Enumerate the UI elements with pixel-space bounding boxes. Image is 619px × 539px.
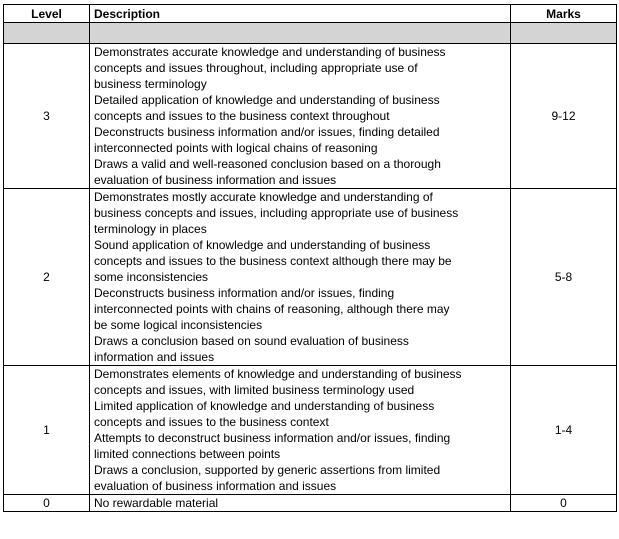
marks-value: 0 (511, 495, 617, 512)
description-line: terminology in places (94, 222, 207, 236)
description-cell (90, 44, 511, 189)
description-line: Draws a conclusion based on sound evaluation of business (94, 334, 409, 348)
description-line: Demonstrates elements of knowledge and understanding of business (94, 367, 462, 381)
level-row-0 (4, 495, 617, 512)
shaded-cell (4, 23, 90, 44)
level-header: Level (4, 5, 90, 23)
header-row (4, 5, 617, 23)
description-line: information and issues (94, 350, 215, 364)
description-line: Deconstructs business information and/or issues, finding detailed (94, 125, 440, 139)
description-line: concepts and issues to the business context throughout (94, 109, 390, 123)
description-line: interconnected points with chains of reasoning, although there may (94, 302, 450, 316)
description-line: Demonstrates mostly accurate knowledge and understanding of (94, 190, 433, 204)
level-value: 1 (4, 366, 90, 495)
level-row-2 (4, 189, 617, 366)
shaded-spacer-row (4, 23, 617, 44)
mark-scheme-table (3, 4, 617, 512)
description-line: interconnected points with logical chains of reasoning (94, 141, 378, 155)
description-line: limited connections between points (94, 447, 281, 461)
description-line: be some logical inconsistencies (94, 318, 263, 332)
description-line: Sound application of knowledge and understanding of business (94, 238, 431, 252)
description-line: Limited application of knowledge and understanding of business (94, 399, 435, 413)
description-line: evaluation of business information and issues (94, 479, 337, 493)
description-line: No rewardable material (94, 496, 219, 510)
level-row-3 (4, 44, 617, 189)
description-line: business concepts and issues, including appropriate use of business (94, 206, 459, 220)
description-line: evaluation of business information and issues (94, 173, 337, 187)
description-line: business terminology (94, 77, 207, 91)
marks-value: 9-12 (511, 44, 617, 189)
marks-header: Marks (511, 5, 617, 23)
description-line: concepts and issues to the business context (94, 415, 329, 429)
description-line: some inconsistencies (94, 270, 209, 284)
level-value: 2 (4, 189, 90, 366)
description-cell (90, 366, 511, 495)
description-line: Draws a valid and well-reasoned conclusion based on a thorough (94, 157, 441, 171)
level-value: 0 (4, 495, 90, 512)
shaded-cell (511, 23, 617, 44)
level-row-1 (4, 366, 617, 495)
description-header: Description (90, 5, 511, 23)
marks-value: 5-8 (511, 189, 617, 366)
level-value: 3 (4, 44, 90, 189)
description-line: Detailed application of knowledge and understanding of business (94, 93, 440, 107)
description-line: concepts and issues throughout, including appropriate use of (94, 61, 418, 75)
description-cell (90, 189, 511, 366)
description-line: concepts and issues to the business context although there may be (94, 254, 452, 268)
description-cell (90, 495, 511, 512)
description-line: Demonstrates accurate knowledge and understanding of business (94, 45, 446, 59)
description-line: Attempts to deconstruct business information and/or issues, finding (94, 431, 451, 445)
marks-value: 1-4 (511, 366, 617, 495)
description-line: Draws a conclusion, supported by generic assertions from limited (94, 463, 441, 477)
description-line: Deconstructs business information and/or issues, finding (94, 286, 395, 300)
description-line: concepts and issues, with limited business terminology used (94, 383, 415, 397)
shaded-cell (90, 23, 511, 44)
